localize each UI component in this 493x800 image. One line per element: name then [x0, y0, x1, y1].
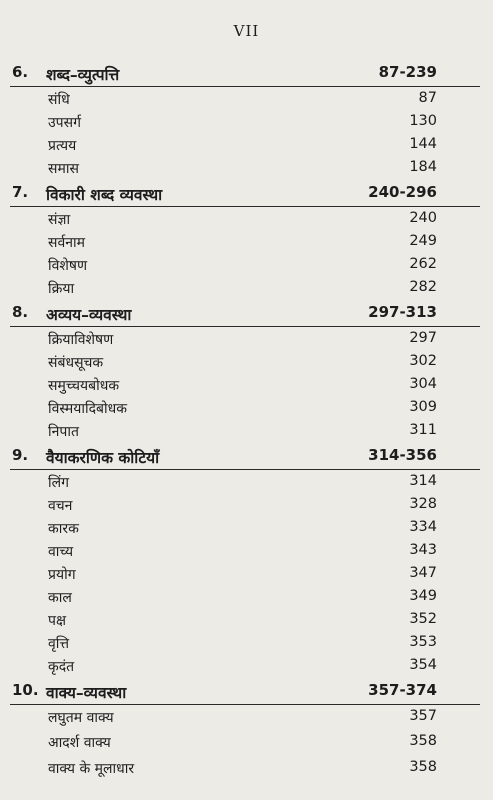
toc-entry — [0, 421, 493, 444]
entry-page: 240 — [409, 210, 437, 226]
entry-page: 304 — [409, 376, 437, 392]
entry-page: 358 — [409, 759, 437, 775]
entry-title: लिंग — [48, 475, 69, 491]
entry-page: 311 — [409, 422, 437, 438]
entry-page: 352 — [409, 611, 437, 627]
toc-entry — [0, 89, 493, 112]
entry-title: क्रिया — [48, 281, 75, 297]
entry-page: 144 — [409, 136, 437, 152]
toc-entry — [0, 329, 493, 352]
toc-entry — [0, 564, 493, 587]
entry-title: संज्ञा — [48, 212, 71, 228]
chapter-number: 9. — [12, 446, 29, 464]
entry-page: 357 — [409, 708, 437, 724]
toc-entry — [0, 232, 493, 255]
chapter-number: 6. — [12, 63, 29, 81]
toc-entry — [0, 732, 493, 755]
toc-entry — [0, 112, 493, 135]
toc-entry — [0, 656, 493, 679]
toc-entry — [0, 587, 493, 610]
entry-page: 328 — [409, 496, 437, 512]
toc-entry — [0, 633, 493, 656]
entry-title: वचन — [48, 498, 73, 514]
toc-entry — [0, 209, 493, 232]
entry-title: कारक — [48, 521, 79, 537]
toc-entry — [0, 375, 493, 398]
toc-entry — [0, 518, 493, 541]
entry-title: वृत्ति — [48, 636, 70, 652]
entry-page: 343 — [409, 542, 437, 558]
entry-title: विस्मयादिबोधक — [48, 401, 128, 417]
entry-page: 358 — [409, 733, 437, 749]
entry-title: लघुतम वाक्य — [48, 710, 114, 726]
entry-title: वाच्य — [48, 544, 74, 560]
chapter-number: 8. — [12, 303, 29, 321]
entry-page: 349 — [409, 588, 437, 604]
entry-page: 309 — [409, 399, 437, 415]
entry-title: पक्ष — [48, 613, 66, 629]
chapter-page-range: 314-356 — [368, 446, 437, 464]
chapter-page-range: 240-296 — [368, 183, 437, 201]
chapter-row — [0, 303, 493, 326]
entry-title: सर्वनाम — [48, 235, 86, 251]
chapter-page-range: 357-374 — [368, 681, 437, 699]
toc-entry — [0, 255, 493, 278]
entry-title: विशेषण — [48, 258, 88, 274]
chapter-title: वैयाकरणिक कोटियाँ — [46, 449, 160, 467]
entry-title: संधि — [48, 92, 70, 108]
entry-page: 334 — [409, 519, 437, 535]
divider — [10, 704, 480, 705]
entry-page: 297 — [409, 330, 437, 346]
divider — [10, 206, 480, 207]
chapter-row — [0, 183, 493, 206]
chapter-number: 7. — [12, 183, 29, 201]
chapter-page-range: 87-239 — [378, 63, 437, 81]
chapter-row — [0, 63, 493, 86]
chapter-number: 10. — [12, 681, 39, 699]
entry-title: कृदंत — [48, 659, 75, 675]
toc-entry — [0, 278, 493, 301]
page-number: VII — [233, 22, 260, 40]
entry-title: समुच्चयबोधक — [48, 378, 120, 394]
entry-title: निपात — [48, 424, 79, 440]
chapter-row — [0, 446, 493, 469]
chapter-page-range: 297-313 — [368, 303, 437, 321]
chapter-title: विकारी शब्द व्यवस्था — [46, 186, 163, 204]
toc-entry — [0, 541, 493, 564]
chapter-title: शब्द–व्युत्पत्ति — [46, 66, 120, 84]
entry-page: 347 — [409, 565, 437, 581]
entry-page: 353 — [409, 634, 437, 650]
entry-title: प्रत्यय — [48, 138, 77, 154]
divider — [10, 326, 480, 327]
toc-entry — [0, 707, 493, 730]
divider — [10, 469, 480, 470]
entry-page: 262 — [409, 256, 437, 272]
entry-title: संबंधसूचक — [48, 355, 104, 371]
toc-entry — [0, 158, 493, 181]
toc-entry — [0, 495, 493, 518]
entry-page: 282 — [409, 279, 437, 295]
toc-entry — [0, 472, 493, 495]
toc-entry — [0, 758, 493, 781]
entry-title: क्रियाविशेषण — [48, 332, 114, 348]
chapter-title: अव्यय–व्यवस्था — [46, 306, 132, 324]
entry-title: आदर्श वाक्य — [48, 735, 111, 751]
entry-page: 249 — [409, 233, 437, 249]
toc-entry — [0, 610, 493, 633]
entry-page: 130 — [409, 113, 437, 129]
entry-page: 302 — [409, 353, 437, 369]
entry-title: काल — [48, 590, 72, 606]
toc-entry — [0, 398, 493, 421]
toc-entry — [0, 352, 493, 375]
chapter-row — [0, 681, 493, 704]
toc-entry — [0, 135, 493, 158]
entry-title: समास — [48, 161, 79, 177]
table-of-contents — [0, 58, 493, 800]
entry-page: 87 — [418, 90, 437, 106]
entry-page: 354 — [409, 657, 437, 673]
entry-title: वाक्य के मूलाधार — [48, 761, 135, 777]
chapter-title: वाक्य–व्यवस्था — [46, 684, 127, 702]
entry-title: प्रयोग — [48, 567, 76, 583]
entry-page: 184 — [409, 159, 437, 175]
divider — [10, 86, 480, 87]
entry-title: उपसर्ग — [48, 115, 81, 131]
entry-page: 314 — [409, 473, 437, 489]
